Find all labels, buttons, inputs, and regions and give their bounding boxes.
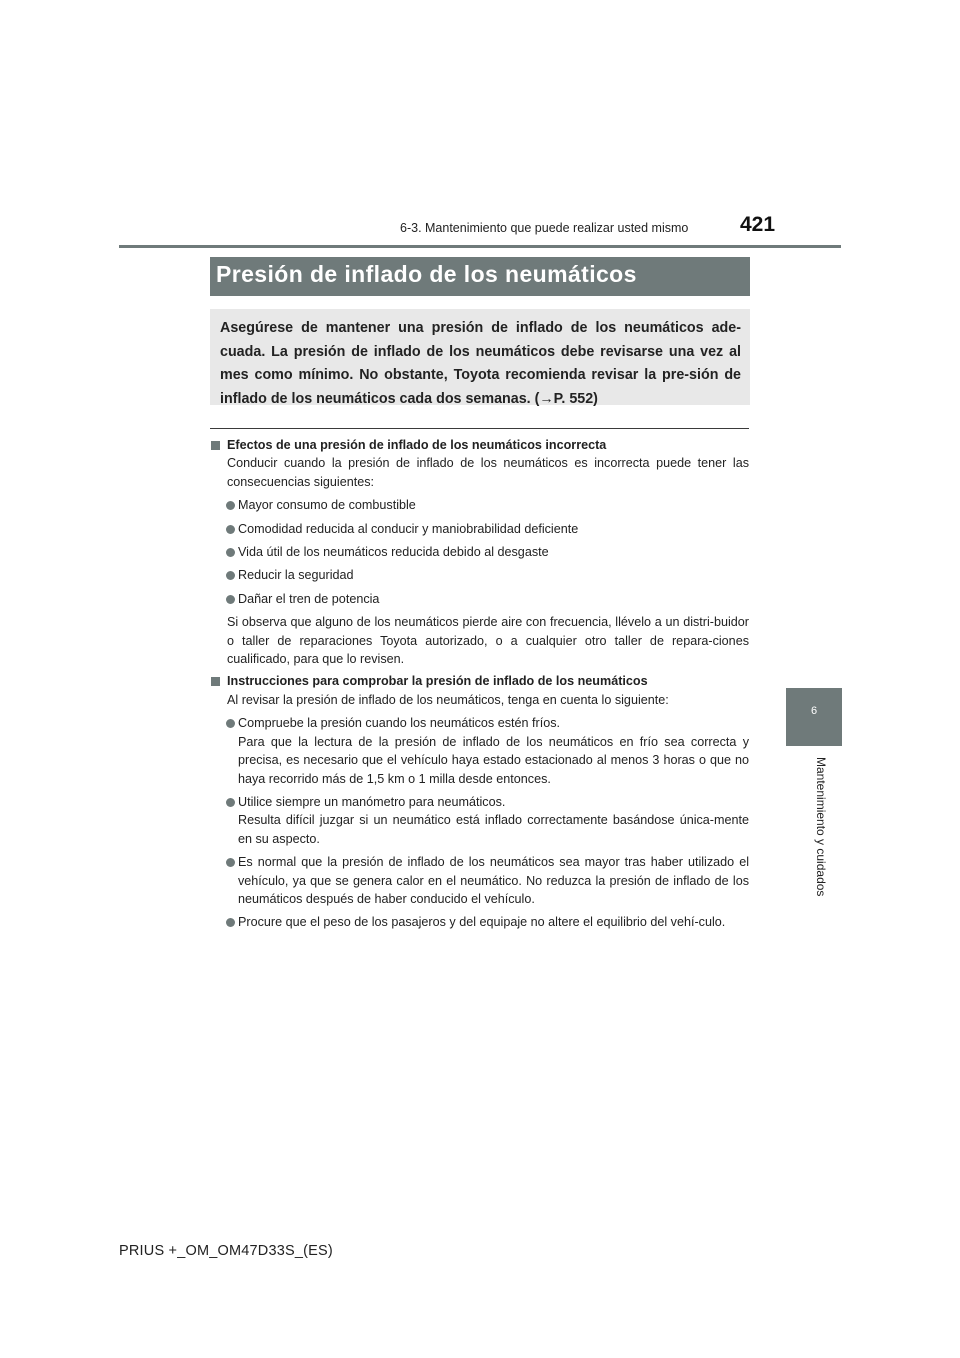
separator-line (210, 428, 749, 429)
chapter-number: 6 (810, 705, 818, 717)
section-header: 6-3. Mantenimiento que puede realizar usted mismo (400, 221, 689, 235)
list-item-body: Procure que el peso de los pasajeros y del equipaje no altere el equilibrio del vehí-culo. (238, 915, 726, 930)
paragraph: Al revisar la presión de inflado de los neumáticos, tenga en cuenta lo siguiente: (227, 692, 669, 707)
page-title: Presión de inflado de los neumáticos (216, 261, 637, 287)
round-bullet-icon (226, 548, 235, 557)
round-bullet-icon (226, 798, 235, 807)
header-rule (119, 245, 841, 248)
list-item-body: Resulta difícil juzgar si un neumático está inflado correctamente basándose única-mente en su aspecto. (238, 813, 749, 846)
paragraph: Conducir cuando la presión de inflado de los neumáticos es incorrecta puede tener las consecuencias siguientes: (227, 456, 749, 489)
chapter-label: Mantenimiento y cuidados (814, 757, 828, 897)
list-item (210, 793, 749, 848)
square-bullet-icon (211, 441, 220, 450)
list-item-body: Para que la lectura de la presión de inflado de los neumáticos en frío sea correcta y precisa, es necesario que el vehículo haya estado estacionado al menos 3 horas o que no haya recorrido más de 1,5 km o 1 milla desde entonces. (238, 734, 749, 786)
round-bullet-icon (226, 525, 235, 534)
intro-box (210, 309, 750, 405)
document-code: PRIUS +_OM_OM47D33S_(ES) (119, 1243, 333, 1259)
list-item-body: Es normal que la presión de inflado de los neumáticos sea mayor tras haber utilizado el vehículo, ya que se genera calor en el neumático. No reduzca la presión de inflado de los neumáticos después de haber conducido el vehículo. (238, 855, 749, 906)
round-bullet-icon (226, 719, 235, 728)
page-number: 421 (740, 213, 776, 236)
section-heading-text: Efectos de una presión de inflado de los neumáticos incorrecta (227, 438, 607, 452)
list-item (210, 853, 749, 908)
section-heading (210, 672, 749, 690)
round-bullet-icon (226, 571, 235, 580)
square-bullet-icon (211, 677, 220, 686)
list-item (210, 714, 749, 788)
section-heading-text: Instrucciones para comprobar la presión de inflado de los neumáticos (227, 674, 648, 689)
list-item (210, 913, 749, 931)
list-item: Dañar el tren de potencia (210, 590, 749, 608)
list-item: Mayor consumo de combustible (210, 496, 749, 514)
round-bullet-icon (226, 858, 235, 867)
section-heading (210, 436, 749, 454)
round-bullet-icon (226, 595, 235, 604)
round-bullet-icon (226, 501, 235, 510)
list-item: Comodidad reducida al conducir y maniobrabilidad deficiente (210, 520, 749, 538)
list-item: Reducir la seguridad (210, 566, 749, 584)
chapter-tab (786, 688, 842, 746)
list-item-title: Compruebe la presión cuando los neumáticos estén fríos. (238, 716, 561, 731)
round-bullet-icon (226, 918, 235, 927)
paragraph: Si observa que alguno de los neumáticos pierde aire con frecuencia, llévelo a un distri-buidor o taller de reparaciones Toyota autorizado, o a cualquier otro taller de repara-ciones cualificado, para que lo revisen. (227, 615, 749, 667)
list-item: Vida útil de los neumáticos reducida debido al desgaste (210, 543, 749, 561)
intro-text: Asegúrese de mantener una presión de inflado de los neumáticos ade-cuada. La presión de inflado de los neumáticos debe revisarse una vez al mes como mínimo. No obstante, Toyota recomienda revisar la pre-sión de inflado de los neumáticos cada dos semanas. (→P. 552) (220, 320, 741, 407)
list-item-title: Utilice siempre un manómetro para neumáticos. (238, 794, 506, 809)
main-content (210, 436, 749, 932)
